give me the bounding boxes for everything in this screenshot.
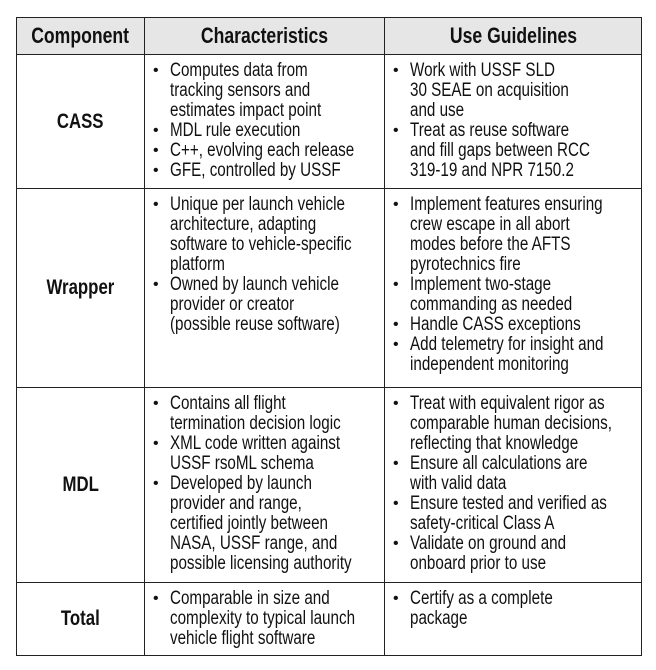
guidelines-cell <box>385 189 642 388</box>
bullet-icon: • <box>393 590 399 607</box>
bullet-text-line: comparable human decisions, <box>410 413 612 434</box>
component-cell <box>17 388 145 583</box>
bullet-icon: • <box>153 590 159 607</box>
component-table <box>16 17 642 656</box>
characteristics-cell <box>145 583 385 656</box>
bullet-icon: • <box>153 162 159 179</box>
table-row <box>17 388 642 583</box>
bullet-text-line: pyrotechnics fire <box>410 254 521 275</box>
bullet-text-line: XML code written against <box>170 433 341 454</box>
bullet-item <box>385 195 641 275</box>
bullet-text-line: crew escape in all abort <box>410 214 570 235</box>
bullet-text-line: MDL rule execution <box>170 120 301 141</box>
header-characteristics: Characteristics <box>145 18 385 55</box>
bullet-item <box>385 589 641 629</box>
bullet-text-line: package <box>410 608 468 629</box>
guidelines-cell <box>385 388 642 583</box>
bullet-item <box>145 275 384 335</box>
bullet-icon: • <box>393 316 399 333</box>
bullet-text-line: reflecting that knowledge <box>410 433 579 454</box>
bullet-text-line: 30 SEAE on acquisition <box>410 80 569 101</box>
bullet-text-line: provider or creator <box>170 294 295 315</box>
bullet-item <box>385 275 641 315</box>
bullet-text-line: independent monitoring <box>410 354 569 375</box>
bullet-text-line: NASA, USSF range, and <box>170 533 338 554</box>
bullet-icon: • <box>153 276 159 293</box>
table-row <box>17 583 642 656</box>
bullet-text-line: Treat with equivalent rigor as <box>410 393 605 414</box>
bullet-text-line: and use <box>410 100 465 121</box>
component-name: Wrapper <box>46 276 115 299</box>
bullet-text-line: tracking sensors and <box>170 80 311 101</box>
bullet-text-line: onboard prior to use <box>410 553 547 574</box>
bullet-icon: • <box>153 62 159 79</box>
bullet-text-line: termination decision logic <box>170 413 341 434</box>
bullet-icon: • <box>393 122 399 139</box>
bullet-item <box>145 121 384 141</box>
bullet-icon: • <box>393 535 399 552</box>
characteristics-cell <box>145 55 385 189</box>
bullet-item <box>385 534 641 574</box>
table-row <box>17 189 642 388</box>
guidelines-cell <box>385 55 642 189</box>
bullet-item <box>385 61 641 121</box>
bullet-icon: • <box>393 395 399 412</box>
bullet-item <box>385 335 641 375</box>
bullet-text-line: platform <box>170 254 225 275</box>
component-cell <box>17 583 145 656</box>
bullet-text-line: Comparable in size and <box>170 588 330 609</box>
bullet-text-line: and fill gaps between RCC <box>410 140 590 161</box>
bullet-icon: • <box>393 62 399 79</box>
component-name: MDL <box>62 473 99 496</box>
bullet-text-line: safety-critical Class A <box>410 513 555 534</box>
bullet-text-line: Implement two-stage <box>410 274 552 295</box>
guidelines-cell <box>385 583 642 656</box>
bullet-icon: • <box>393 336 399 353</box>
bullet-text-line: Developed by launch <box>170 473 312 494</box>
bullet-item <box>385 454 641 494</box>
bullet-text-line: Handle CASS exceptions <box>410 314 581 335</box>
bullet-icon: • <box>153 122 159 139</box>
bullet-icon: • <box>393 495 399 512</box>
component-name: CASS <box>57 109 104 133</box>
bullet-text-line: modes before the AFTS <box>410 234 571 255</box>
bullet-text-line: complexity to typical launch <box>170 608 356 629</box>
bullet-text-line: Treat as reuse software <box>410 120 570 141</box>
bullet-item <box>145 434 384 474</box>
bullet-item <box>145 589 384 649</box>
bullet-text-line: Unique per launch vehicle <box>170 194 345 215</box>
bullet-icon: • <box>153 142 159 159</box>
bullet-icon: • <box>153 196 159 213</box>
characteristics-cell <box>145 189 385 388</box>
bullet-text-line: architecture, adapting <box>170 214 317 235</box>
bullet-item <box>385 494 641 534</box>
characteristics-cell <box>145 388 385 583</box>
component-cell <box>17 189 145 388</box>
bullet-text-line: commanding as needed <box>410 294 573 315</box>
component-name: Total <box>61 607 100 630</box>
bullet-text-line: Computes data from <box>170 60 308 81</box>
bullet-item <box>145 141 384 161</box>
bullet-icon: • <box>153 435 159 452</box>
bullet-text-line: (possible reuse software) <box>170 314 340 335</box>
bullet-text-line: Certify as a complete <box>410 588 553 609</box>
bullet-icon: • <box>153 475 159 492</box>
header-row <box>17 18 642 55</box>
bullet-text-line: Contains all flight <box>170 393 286 414</box>
bullet-icon: • <box>393 196 399 213</box>
bullet-text-line: estimates impact point <box>170 100 322 121</box>
header-component: Component <box>17 18 145 55</box>
bullet-text-line: Add telemetry for insight and <box>410 334 604 355</box>
bullet-text-line: Ensure tested and verified as <box>410 493 607 514</box>
bullet-item <box>385 315 641 335</box>
bullet-text-line: with valid data <box>410 473 507 494</box>
bullet-item <box>145 474 384 574</box>
component-cell <box>17 55 145 189</box>
table-row <box>17 55 642 189</box>
bullet-text-line: Implement features ensuring <box>410 194 603 215</box>
bullet-text-line: certified jointly between <box>170 513 328 534</box>
bullet-icon: • <box>153 395 159 412</box>
bullet-text-line: C++, evolving each release <box>170 140 355 161</box>
bullet-text-line: 319-19 and NPR 7150.2 <box>410 160 574 181</box>
bullet-item <box>145 61 384 121</box>
bullet-item <box>385 121 641 181</box>
bullet-text-line: Validate on ground and <box>410 533 567 554</box>
bullet-text-line: GFE, controlled by USSF <box>170 160 341 181</box>
bullet-text-line: software to vehicle-specific <box>170 234 352 255</box>
bullet-text-line: Work with USSF SLD <box>410 60 555 81</box>
bullet-item <box>385 394 641 454</box>
bullet-item <box>145 394 384 434</box>
bullet-item <box>145 161 384 181</box>
bullet-text-line: possible licensing authority <box>170 553 352 574</box>
header-use-guidelines: Use Guidelines <box>385 18 642 55</box>
bullet-text-line: Owned by launch vehicle <box>170 274 339 295</box>
bullet-text-line: vehicle flight software <box>170 628 316 649</box>
bullet-item <box>145 195 384 275</box>
bullet-text-line: provider and range, <box>170 493 302 514</box>
bullet-text-line: USSF rsoML schema <box>170 453 314 474</box>
bullet-icon: • <box>393 276 399 293</box>
bullet-text-line: Ensure all calculations are <box>410 453 588 474</box>
bullet-icon: • <box>393 455 399 472</box>
